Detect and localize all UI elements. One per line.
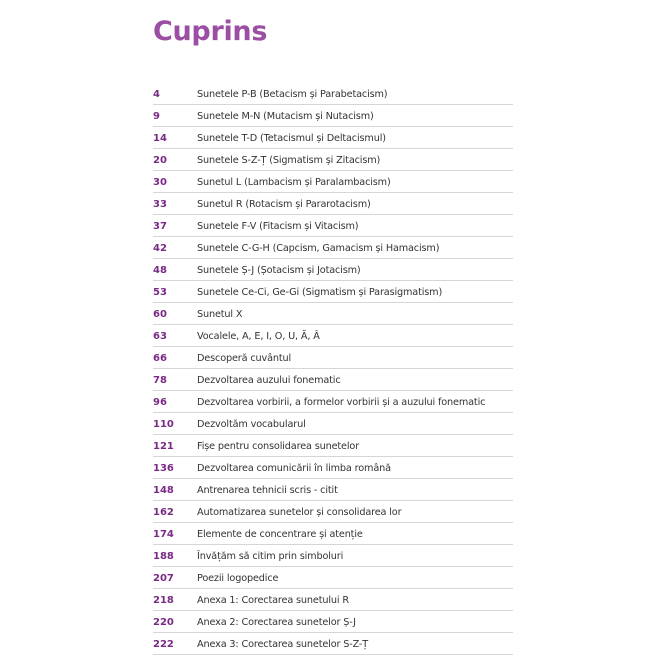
toc-entry (153, 501, 513, 523)
toc-entry (153, 435, 513, 457)
toc-entry (153, 281, 513, 303)
toc-entry (153, 347, 513, 369)
toc-entry-title: Sunetele T-D (Tetacismul și Deltacismul) (197, 132, 386, 144)
toc-entry (153, 127, 513, 149)
toc-entry-title: Sunetul X (197, 308, 243, 320)
toc-entry-title: Sunetele C-G-H (Capcism, Gamacism și Hamacism) (197, 242, 440, 254)
toc-page-number: 9 (153, 110, 160, 122)
toc-entry (153, 149, 513, 171)
toc-entry-title: Sunetul R (Rotacism și Pararotacism) (197, 198, 371, 210)
toc-entry-title: Sunetele F-V (Fitacism și Vitacism) (197, 220, 359, 232)
toc-page-number: 148 (153, 484, 174, 496)
toc-entry-title: Antrenarea tehnicii scris - citit (197, 484, 338, 496)
toc-entry-title: Vocalele, A, E, I, O, U, Ă, Â (197, 330, 320, 342)
toc-entry-title: Sunetele Ce-Ci, Ge-Gi (Sigmatism și Parasigmatism) (197, 286, 443, 298)
toc-entry-title: Dezvoltarea vorbirii, a formelor vorbirii și a auzului fonematic (197, 396, 486, 408)
toc-page-number: 110 (153, 418, 174, 430)
toc-entry (153, 325, 513, 347)
toc-entry (153, 523, 513, 545)
toc-page-number: 136 (153, 462, 174, 474)
toc-entry (153, 413, 513, 435)
table-of-contents (153, 83, 513, 655)
toc-page-number: 60 (153, 308, 167, 320)
toc-entry-title: Sunetele Ș-J (Șotacism și Jotacism) (197, 264, 361, 276)
toc-entry (153, 105, 513, 127)
toc-page-number: 162 (153, 506, 174, 518)
toc-entry (153, 193, 513, 215)
toc-page-number: 188 (153, 550, 174, 562)
toc-entry-title: Descoperă cuvântul (197, 352, 292, 364)
toc-entry-title: Anexa 2: Corectarea sunetelor Ș-J (197, 616, 356, 628)
toc-entry-title: Fișe pentru consolidarea sunetelor (197, 440, 360, 452)
toc-page-number: 48 (153, 264, 167, 276)
toc-entry (153, 633, 513, 655)
toc-entry-title: Anexa 3: Corectarea sunetelor S-Z-Ț (197, 638, 369, 650)
toc-entry-title: Automatizarea sunetelor și consolidarea lor (197, 506, 402, 518)
toc-page-number: 30 (153, 176, 167, 188)
toc-page-number: 63 (153, 330, 167, 342)
toc-page-number: 66 (153, 352, 167, 364)
toc-page-number: 222 (153, 638, 174, 650)
toc-entry (153, 171, 513, 193)
toc-page-number: 53 (153, 286, 167, 298)
toc-entry (153, 479, 513, 501)
toc-page-number: 4 (153, 88, 160, 100)
toc-entry-title: Dezvoltarea auzului fonematic (197, 374, 341, 386)
toc-entry (153, 545, 513, 567)
toc-entry (153, 589, 513, 611)
toc-entry (153, 215, 513, 237)
toc-page-number: 218 (153, 594, 174, 606)
toc-entry-title: Învățăm să citim prin simboluri (197, 550, 344, 562)
toc-entry (153, 369, 513, 391)
toc-entry (153, 83, 513, 105)
toc-page-number: 207 (153, 572, 174, 584)
toc-entry-title: Anexa 1: Corectarea sunetului R (197, 594, 349, 606)
page-title: Cuprins (153, 16, 268, 47)
toc-page-number: 174 (153, 528, 174, 540)
toc-page-number: 33 (153, 198, 167, 210)
toc-entry (153, 611, 513, 633)
toc-page-number: 96 (153, 396, 167, 408)
toc-page-number: 20 (153, 154, 167, 166)
toc-entry (153, 457, 513, 479)
toc-entry (153, 237, 513, 259)
toc-entry (153, 391, 513, 413)
toc-entry (153, 303, 513, 325)
toc-page-number: 42 (153, 242, 167, 254)
toc-entry-title: Sunetele P-B (Betacism și Parabetacism) (197, 88, 388, 100)
toc-page-number: 14 (153, 132, 167, 144)
toc-entry-title: Sunetul L (Lambacism și Paralambacism) (197, 176, 391, 188)
toc-page-number: 78 (153, 374, 167, 386)
toc-entry-title: Dezvoltarea comunicării în limba română (197, 462, 391, 474)
toc-entry-title: Dezvoltăm vocabularul (197, 418, 306, 430)
toc-page-number: 121 (153, 440, 174, 452)
toc-page-number: 220 (153, 616, 174, 628)
toc-entry (153, 259, 513, 281)
toc-entry (153, 567, 513, 589)
toc-entry-title: Poezii logopedice (197, 572, 279, 584)
toc-entry-title: Sunetele S-Z-Ț (Sigmatism și Zitacism) (197, 154, 381, 166)
toc-entry-title: Sunetele M-N (Mutacism și Nutacism) (197, 110, 374, 122)
toc-entry-title: Elemente de concentrare și atenție (197, 528, 363, 540)
toc-page-number: 37 (153, 220, 167, 232)
